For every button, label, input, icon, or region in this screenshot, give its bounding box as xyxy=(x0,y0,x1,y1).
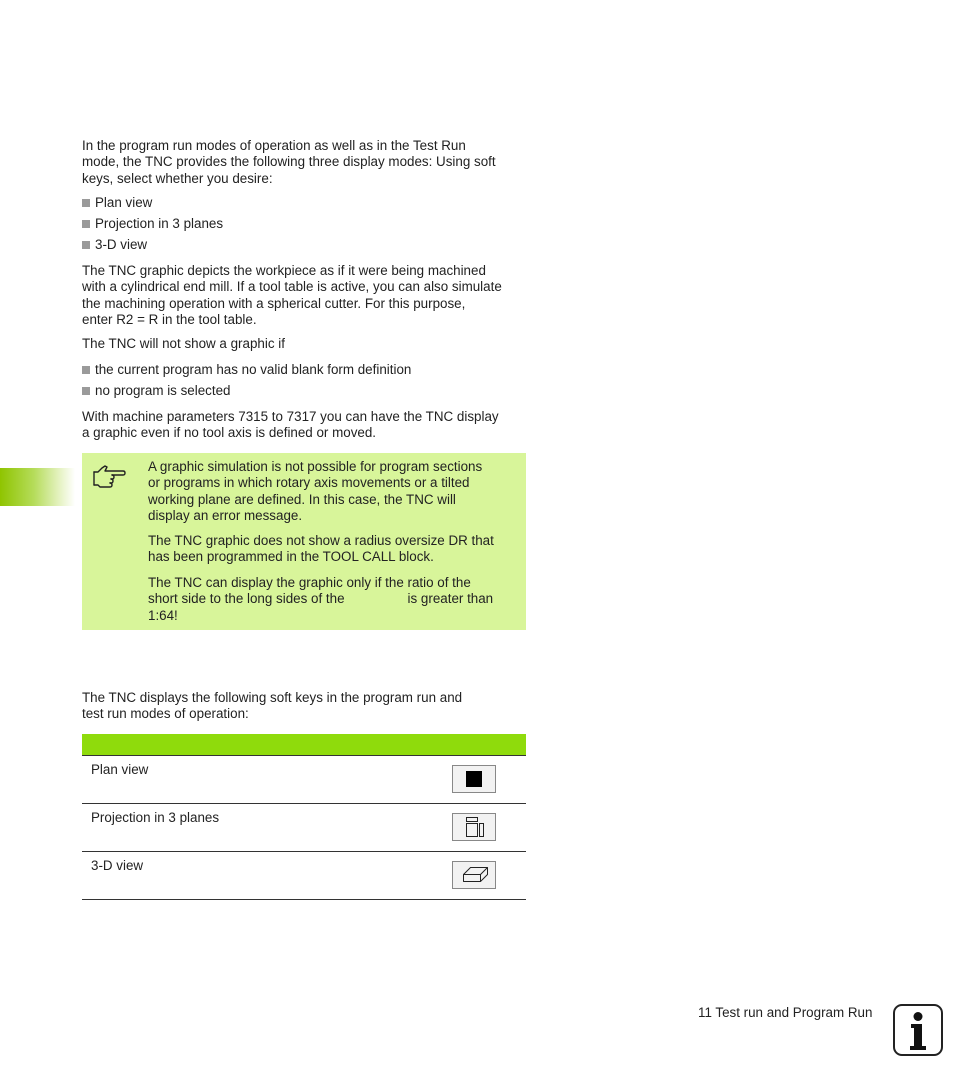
projection-3-planes-icon xyxy=(453,814,495,840)
note-text-3: The TNC can display the graphic only if the ratio of the short side to the long sides of the is greater than 1:64! xyxy=(148,575,494,623)
bullet-square-icon xyxy=(82,220,90,228)
table-row xyxy=(82,852,526,900)
plan-view-icon xyxy=(453,766,495,792)
graphic-paragraph: The TNC graphic depicts the workpiece as if it were being machined with a cylindrical end mill. If a tool table is active, you can also simulate the machining operation with a spherical cutter. For this purpose, enter R2 = R in the tool table. xyxy=(82,263,502,327)
table-row xyxy=(82,756,526,804)
chapter-side-tab xyxy=(0,468,75,506)
3d-view-softkey[interactable] xyxy=(452,861,496,889)
3d-view-icon xyxy=(453,862,495,888)
plan-view-softkey[interactable] xyxy=(452,765,496,793)
chapter-footer-title: 11 Test run and Program Run xyxy=(698,1005,873,1020)
bullet-square-icon xyxy=(82,387,90,395)
info-icon xyxy=(893,1004,943,1056)
note-text-2: The TNC graphic does not show a radius oversize DR that has been programmed in the TOOL CALL block. xyxy=(148,533,494,565)
list-item: 3-D view xyxy=(82,237,147,253)
table-row xyxy=(82,804,526,852)
intro-paragraph: In the program run modes of operation as well as in the Test Run mode, the TNC provides the following three display modes: Using soft keys, select whether you desire: xyxy=(82,138,496,186)
row-label: 3-D view xyxy=(91,858,144,873)
note-box xyxy=(82,453,526,630)
projection-3-planes-softkey[interactable] xyxy=(452,813,496,841)
list-item: the current program has no valid blank form definition xyxy=(82,362,411,378)
list-item: no program is selected xyxy=(82,383,230,399)
bullet-square-icon xyxy=(82,199,90,207)
row-label: Plan view xyxy=(91,762,149,777)
machine-params-paragraph: With machine parameters 7315 to 7317 you can have the TNC display a graphic even if no tool axis is defined or moved. xyxy=(82,409,499,441)
row-label: Projection in 3 planes xyxy=(91,810,220,825)
note-text-1: A graphic simulation is not possible for program sections or programs in which rotary axis movements or a tilted working plane are defined. In this case, the TNC will display an error message. xyxy=(148,459,483,523)
softkeys-intro: The TNC displays the following soft keys in the program run and test run modes of operation: xyxy=(82,690,463,722)
table-header xyxy=(82,734,526,756)
no-graphic-intro: The TNC will not show a graphic if xyxy=(82,336,285,351)
bullet-square-icon xyxy=(82,241,90,249)
bullet-square-icon xyxy=(82,366,90,374)
list-item: Plan view xyxy=(82,195,152,211)
list-item: Projection in 3 planes xyxy=(82,216,223,232)
pointing-hand-icon xyxy=(92,463,126,489)
